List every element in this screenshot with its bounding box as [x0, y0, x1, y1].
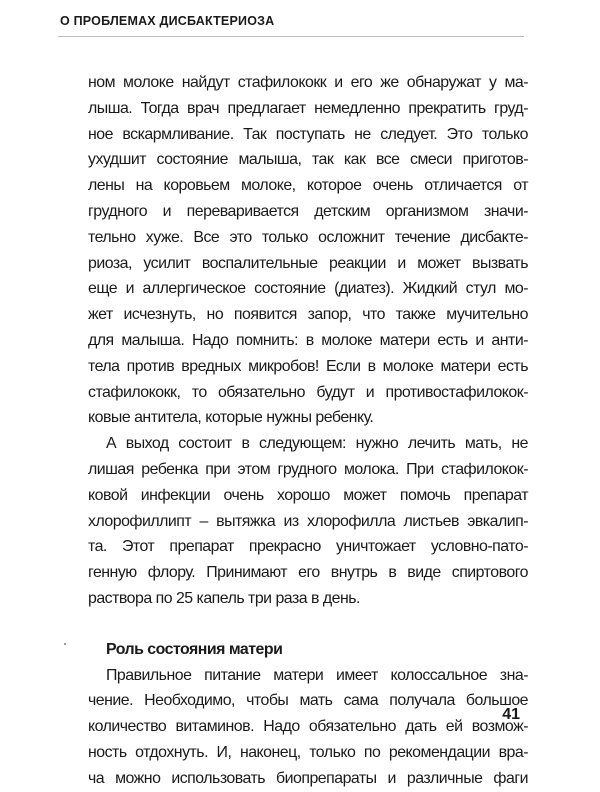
section-heading: Роль состояния матери [106, 640, 283, 658]
text-line: А выход состоит в следующем: нужно лечить мать, не [106, 435, 528, 453]
text-line: та. Этот препарат прекрасно уничтожает условно-пато- [88, 538, 528, 556]
text-line: чение. Необходимо, чтобы мать сама получала большое [88, 692, 528, 710]
text-line: ное вскармливание. Так поступать не следует. Это только [88, 125, 528, 143]
running-head: О ПРОБЛЕМАХ ДИСБАКТЕРИОЗА [60, 14, 275, 28]
text-line: тельно хуже. Все это только осложнит течение дисбакте- [88, 228, 528, 246]
text-line: ном молоке найдут стафилококк и его же обнаружат у ма- [88, 74, 528, 91]
text-line: стафилококк, то обязательно будут и противостафилокок- [88, 383, 528, 401]
text-line: риоза, усилит воспалительные реакции и может вызвать [88, 254, 528, 272]
paragraph-3 [88, 663, 528, 792]
text-line: жет исчезнуть, но появится запор, что также мучительно [88, 306, 528, 324]
section-spacer [88, 612, 528, 637]
text-line: лишая ребенка при этом грудного молока. При стафилокок- [88, 460, 528, 478]
text-line: генную флору. Принимают его внутрь в виде спиртового [88, 564, 528, 582]
print-speck [64, 643, 66, 645]
text-line: ча можно использовать биопрепараты и различные фаги [88, 769, 528, 787]
text-line: тела против вредных микробов! Если в молоке матери есть [88, 357, 528, 375]
text-line: грудного и переваривается детским организмом значи- [88, 202, 528, 220]
text-line: количество витаминов. Надо обязательно дать ей возмож- [88, 718, 528, 736]
paragraph-1 [88, 70, 528, 431]
text-line: ность отдохнуть. И, наконец, только по рекомендации вра- [88, 743, 528, 761]
text-line: ухудшит состояние малыша, так как все смеси приготов- [88, 151, 528, 169]
text-line: ковой инфекции очень хорошо может помочь препарат [88, 486, 528, 504]
text-line: хлорофиллипт – вытяжка из хлорофилла листьев эвкалип- [88, 512, 528, 530]
header-rule [58, 36, 524, 37]
body-text [88, 70, 528, 792]
text-line: еще и аллергическое состояние (диатез). Жидкий стул мо- [88, 280, 528, 298]
text-line: ковые антитела, которые нужны ребенку. [88, 409, 374, 427]
text-line: для малыша. Надо помнить: в молоке матери есть и анти- [88, 331, 528, 349]
text-line: лены на коровьем молоке, которое очень отличается от [88, 177, 528, 195]
text-line: лыша. Тогда врач предлагает немедленно прекратить груд- [88, 99, 528, 117]
text-line: Правильное питание матери имеет колоссальное зна- [106, 666, 528, 684]
paragraph-2 [88, 431, 528, 612]
page-number: 41 [502, 706, 520, 723]
text-line: раствора по 25 капель три раза в день. [88, 589, 360, 607]
